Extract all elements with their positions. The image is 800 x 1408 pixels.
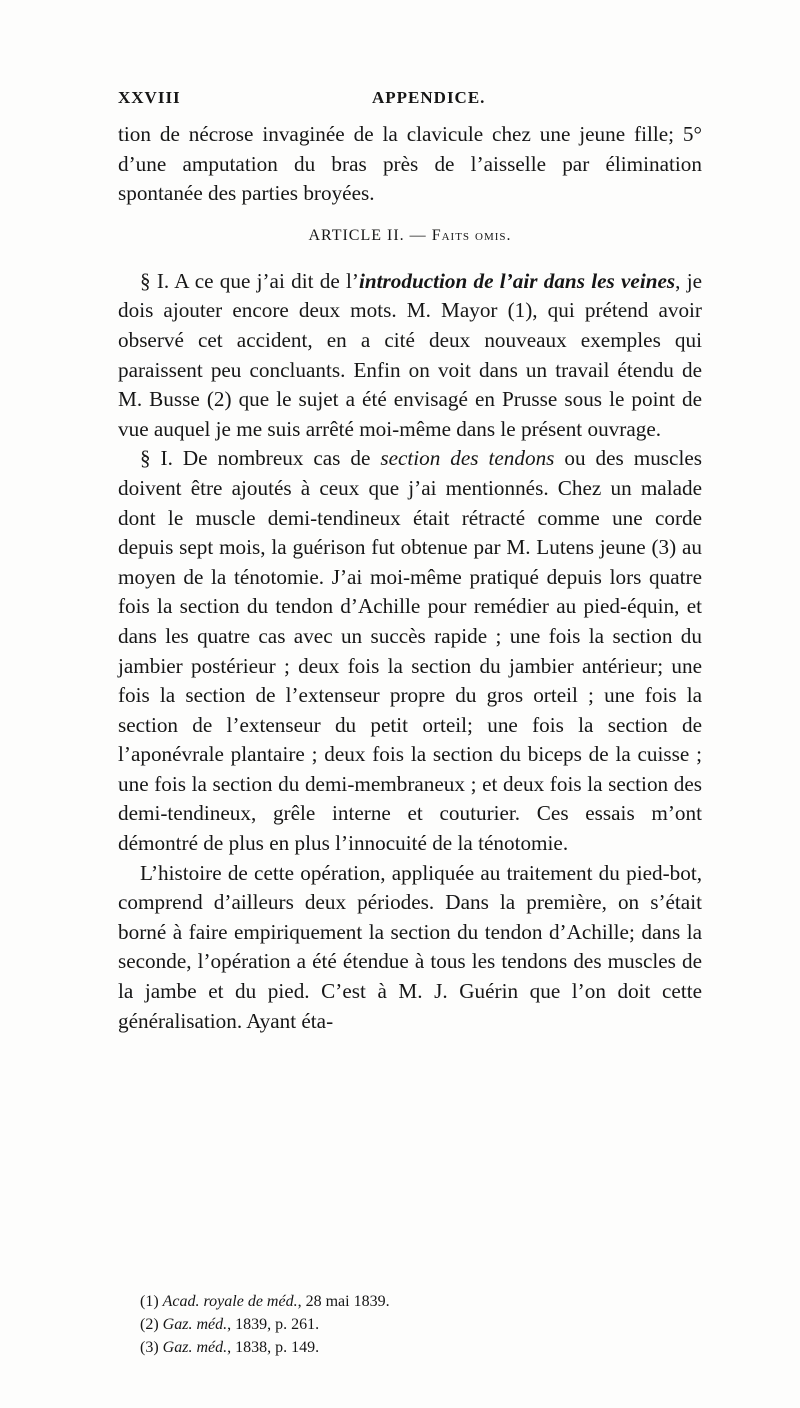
- italic-term: introduction: [358, 268, 468, 293]
- paragraph-tendon-section: [118, 444, 702, 858]
- opening-paragraph: tion de nécrose invaginée de la clavicule chez une jeune fille; 5° d’une amputation du bras près de l’aisselle par élimination spontanée des parties broyées.: [118, 122, 702, 206]
- footnotes: [140, 1290, 700, 1359]
- paragraph-rest: ou des muscles doivent être ajoutés à ceux que j’ai mentionnés. Chez un malade dont le muscle demi-tendineux était rétracté comme une corde depuis sept mois, la guérison fut obtenue par M. Lutens jeune (3) au moyen de la ténotomie. J’ai moi-même pratiqué depuis lors quatre fois la section du tendon d’Achille pour remédier au pied-équin, et dans les quatre cas avec un succès rapide ; une fois la section du jambier postérieur ; deux fois la section du jambier antérieur; une fois la section de l’extenseur propre du gros orteil ; une fois la section de l’extenseur du petit orteil; une fois la section de l’aponévrale plantaire ; deux fois la section du biceps de la cuisse ; une fois la section du demi-membraneux ; et deux fois la section des demi-tendineux, grêle interne et couturier. Ces essais m’ont démontré de plus en plus l’innocuité de la ténotomie.: [118, 446, 702, 856]
- footnote: (1) Acad. royale de méd., 28 mai 1839.: [140, 1293, 390, 1310]
- paragraph-rest: , je dois ajouter encore deux mots. M. Mayor (1), qui prétend avoir observé cet accident, en a cité deux nouveaux exemples qui paraissent peu concluants. Enfin on voit dans un travail étendu de M. Busse (2) que le sujet a été envisagé en Prusse sous le point de vue auquel je me suis arrêté moi-même dans le présent ouvrage.: [118, 268, 703, 441]
- paragraph-air-in-veins: [118, 267, 702, 445]
- page-header: [118, 88, 708, 112]
- paragraph-lead: § I. A ce que j’ai dit de l’: [140, 268, 359, 293]
- article-label: ARTICLE II. —: [308, 226, 427, 244]
- footnote: (2) Gaz. méd., 1839, p. 261.: [140, 1316, 320, 1333]
- article-title: Faits omis.: [431, 226, 512, 244]
- body-text: [118, 120, 702, 1036]
- paragraph-history: L’histoire de cette opération, appliquée au traitement du pied-bot, comprend d’ailleurs deux périodes. Dans la première, on s’était borné à faire empiriquement la section du tendon d’Achille; dans la seconde, l’opération a été étendue à tous les tendons des muscles de la jambe et du pied. C’est à M. J. Guérin que l’on doit cette généralisation. Ayant éta-: [118, 860, 702, 1033]
- paragraph-lead: § I. De nombreux cas de: [140, 446, 381, 471]
- page-number: XXVIII: [118, 88, 181, 107]
- italic-term: de l’air dans les veines: [473, 268, 676, 293]
- article-heading: [118, 225, 702, 247]
- italic-term: section des tendons: [380, 446, 555, 471]
- running-title: APPENDICE.: [372, 88, 486, 107]
- footnote: (3) Gaz. méd., 1838, p. 149.: [140, 1339, 320, 1356]
